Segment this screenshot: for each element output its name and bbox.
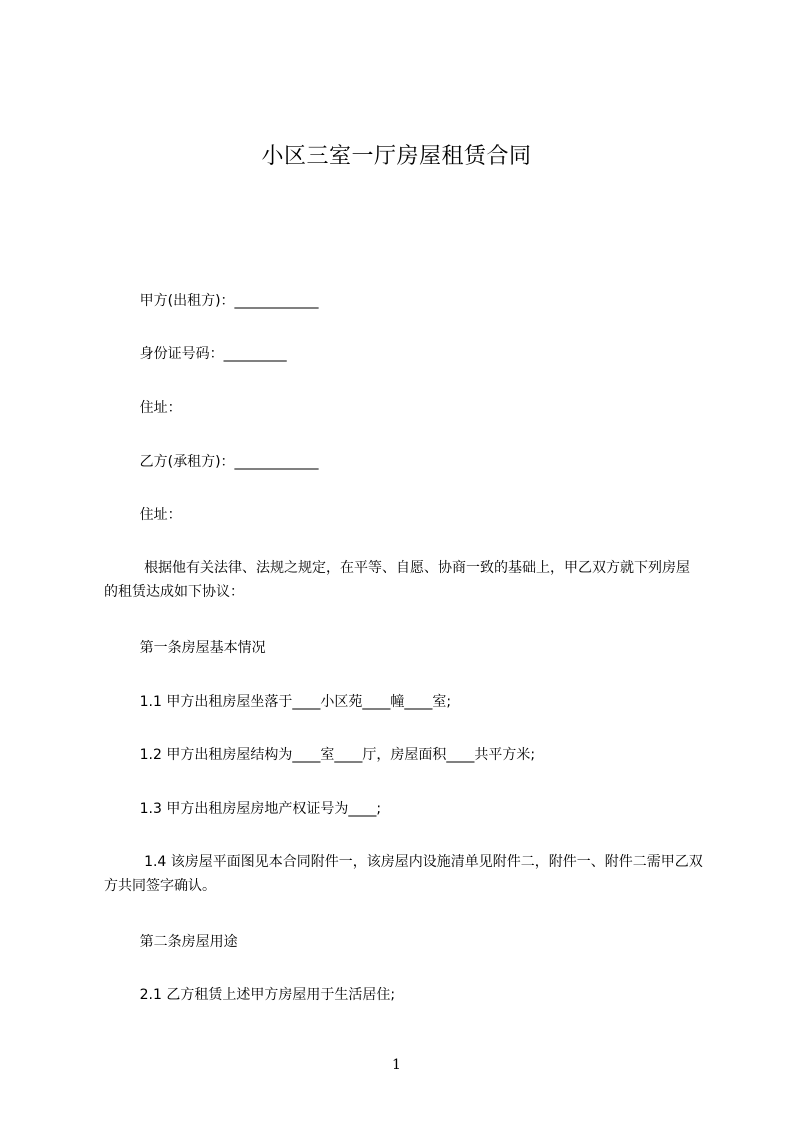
party-a-address-line: 住址：	[104, 400, 182, 416]
clause-1-1: 1.1 甲方出租房屋坐落于____小区苑____幢____室;	[104, 694, 452, 710]
article-2-heading: 第二条房屋用途	[104, 934, 238, 950]
document-title: 小区三室一厅房屋租赁合同	[261, 144, 532, 169]
clause-1-4: 1.4 该房屋平面图见本合同附件一，该房屋内设施清单见附件二，附件一、附件二需甲乙双方共同签字确认。	[104, 854, 703, 894]
party-b-address-line: 住址：	[104, 507, 182, 523]
clause-1-3: 1.3 甲方出租房屋房地产权证号为____;	[104, 801, 382, 817]
page-number: 1	[392, 1057, 401, 1073]
id-number-line: 身份证号码：_________	[104, 346, 287, 362]
clause-2-1: 2.1 乙方租赁上述甲方房屋用于生活居住;	[104, 987, 396, 1003]
party-a-line: 甲方(出租方)：____________	[104, 293, 319, 309]
article-1-heading: 第一条房屋基本情况	[104, 640, 266, 656]
party-b-line: 乙方(承租方)：____________	[104, 454, 319, 470]
clause-1-2: 1.2 甲方出租房屋结构为____室____厅，房屋面积____共平方米;	[104, 747, 536, 763]
preamble-paragraph: 根据他有关法律、法规之规定，在平等、自愿、协商一致的基础上，甲乙双方就下列房屋的租赁达成如下协议：	[104, 560, 691, 600]
